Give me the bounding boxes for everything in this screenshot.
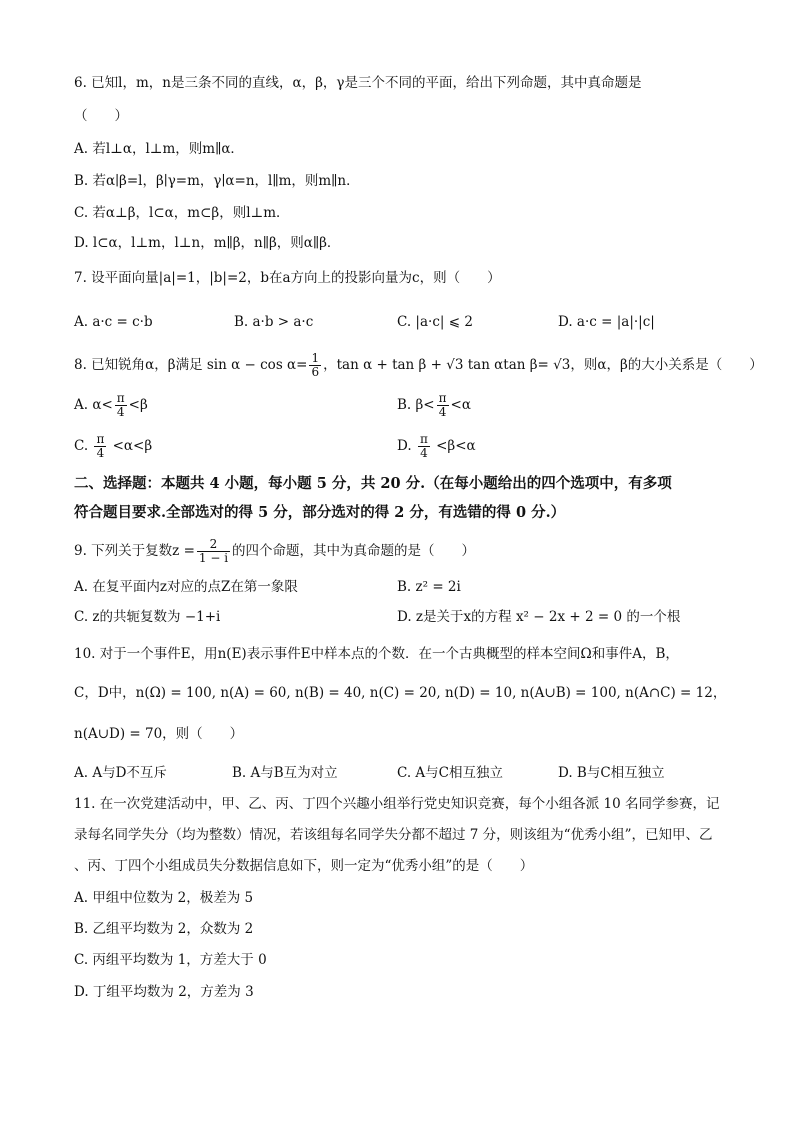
q10-option-c: C. A与C相互独立 (397, 765, 504, 781)
q9-frac-num: 2 (197, 538, 230, 552)
q10-option-a: A. A与D不互斥 (74, 765, 167, 781)
q8-b-post: <α (450, 397, 471, 413)
q11-option-b: B. 乙组平均数为 2，众数为 2 (74, 921, 254, 937)
q9-frac-den: 1 − i (198, 551, 229, 565)
q7-option-a: A. a·c = c·b (74, 314, 153, 330)
q8-stem (74, 352, 763, 379)
q7-option-b: B. a·b > a·c (234, 314, 314, 330)
q9-option-d: D. z是关于x的方程 x² − 2x + 2 = 0 的一个根 (397, 609, 681, 625)
q9-option-c: C. z的共轭复数为 −1+i (74, 609, 221, 625)
q9-fraction (197, 538, 230, 565)
q9-stem-post: 的四个命题，其中为真命题的是（ ） (232, 543, 476, 559)
q8-c-pre: C. (74, 438, 93, 454)
q11-option-d: D. 丁组平均数为 2，方差为 3 (74, 984, 254, 1000)
q8-a-pre: A. α< (74, 397, 113, 413)
q8-c-post: <α<β (108, 438, 153, 454)
q10-option-d: D. B与C相互独立 (558, 765, 665, 781)
q8-option-d (397, 433, 476, 460)
q8-c-frac (94, 433, 106, 460)
q8-frac-den: 6 (311, 365, 320, 379)
q8-d-pre: D. (397, 438, 416, 454)
q7-stem: 7. 设平面向量|a|=1，|b|=2，b在a方向上的投影向量为c，则（ ） (74, 270, 501, 286)
q11-option-a: A. 甲组中位数为 2，极差为 5 (74, 890, 254, 906)
q11-option-c: C. 丙组平均数为 1，方差大于 0 (74, 952, 267, 968)
q7-option-d: D. a·c = |a|·|c| (558, 314, 655, 330)
q11-line2: 录每名同学失分（均为整数）情况，若该组每名同学失分都不超过 7 分，则该组为“优秀小组”，已知甲、乙 (74, 827, 713, 843)
q10-line3: n(A∪D) = 70，则（ ） (74, 726, 244, 742)
q11-line1: 11. 在一次党建活动中，甲、乙、丙、丁四个兴趣小组举行党史知识竞赛，每个小组各派 10 名同学参赛，记 (74, 796, 720, 812)
q6-option-c: C. 若α⊥β，l⊂α，m⊂β，则l⊥m． (74, 205, 290, 221)
q8-a-pi: π (116, 391, 125, 405)
q7-option-c: C. |a·c| ⩽ 2 (397, 314, 473, 330)
q10-option-b: B. A与B互为对立 (232, 765, 338, 781)
q10-line1: 10. 对于一个事件E，用n(E)表示事件E中样本点的个数．在一个古典概型的样本空间Ω和事件A，B， (74, 646, 679, 662)
q8-c-pi: π (96, 432, 105, 446)
q8-stem-post: ，tan α + tan β + √3 tan αtan β= √3，则α，β的大小关系是（ ） (323, 357, 763, 373)
q9-stem (74, 538, 475, 565)
q9-option-b: B. z² = 2i (397, 579, 461, 595)
q8-option-c (74, 433, 152, 460)
q8-a-frac (115, 392, 127, 419)
q6-stem: 6. 已知l，m，n是三条不同的直线，α，β，γ是三个不同的平面，给出下列命题，其中真命题是 (74, 75, 642, 91)
q8-b-frac (437, 392, 449, 419)
q8-b-four: 4 (438, 405, 447, 419)
q8-b-pre: B. β< (397, 397, 435, 413)
q8-frac-num: 1 (311, 351, 320, 365)
q8-fraction (309, 352, 321, 379)
q8-b-pi: π (438, 391, 447, 405)
q8-d-frac (418, 433, 430, 460)
section-heading-line1: 二、选择题：本题共 4 小题，每小题 5 分，共 20 分.（在每小题给出的四个选项中，有多项 (74, 475, 672, 492)
q8-stem-pre: 8. 已知锐角α，β满足 sin α − cos α= (74, 357, 308, 373)
q6-option-a: A. 若l⊥α，l⊥m，则m∥α． (74, 141, 244, 157)
section-heading-line2: 符合题目要求.全部选对的得 5 分，部分选对的得 2 分，有选错的得 0 分.） (74, 504, 566, 521)
q8-d-four: 4 (420, 446, 428, 460)
q6-answer-paren: （ ） (74, 108, 128, 124)
q8-d-pi: π (419, 432, 428, 446)
q11-line3: 、丙、丁四个小组成员失分数据信息如下，则一定为“优秀小组”的是（ ） (74, 858, 534, 874)
q8-option-b (397, 392, 471, 419)
q8-c-four: 4 (96, 446, 105, 460)
q6-option-b: B. 若α∣β=l，β∣γ=m，γ∣α=n，l∥m，则m∥n． (74, 173, 360, 189)
q9-option-a: A. 在复平面内z对应的点Z在第一象限 (74, 579, 298, 595)
q8-d-post: <β<α (431, 438, 476, 454)
q6-option-d: D. l⊂α，l⊥m，l⊥n，m∥β，n∥β，则α∥β． (74, 235, 341, 251)
q8-option-a (74, 392, 148, 419)
q8-a-four: 4 (116, 405, 125, 419)
q9-stem-pre: 9. 下列关于复数z = (74, 543, 195, 559)
q8-a-post: <β (128, 397, 148, 413)
q10-line2: C，D中，n(Ω) = 100, n(A) = 60, n(B) = 40, n(C) = 20, n(D) = 10, n(A∪B) = 100, n(A∩C) = 12， (74, 685, 727, 701)
